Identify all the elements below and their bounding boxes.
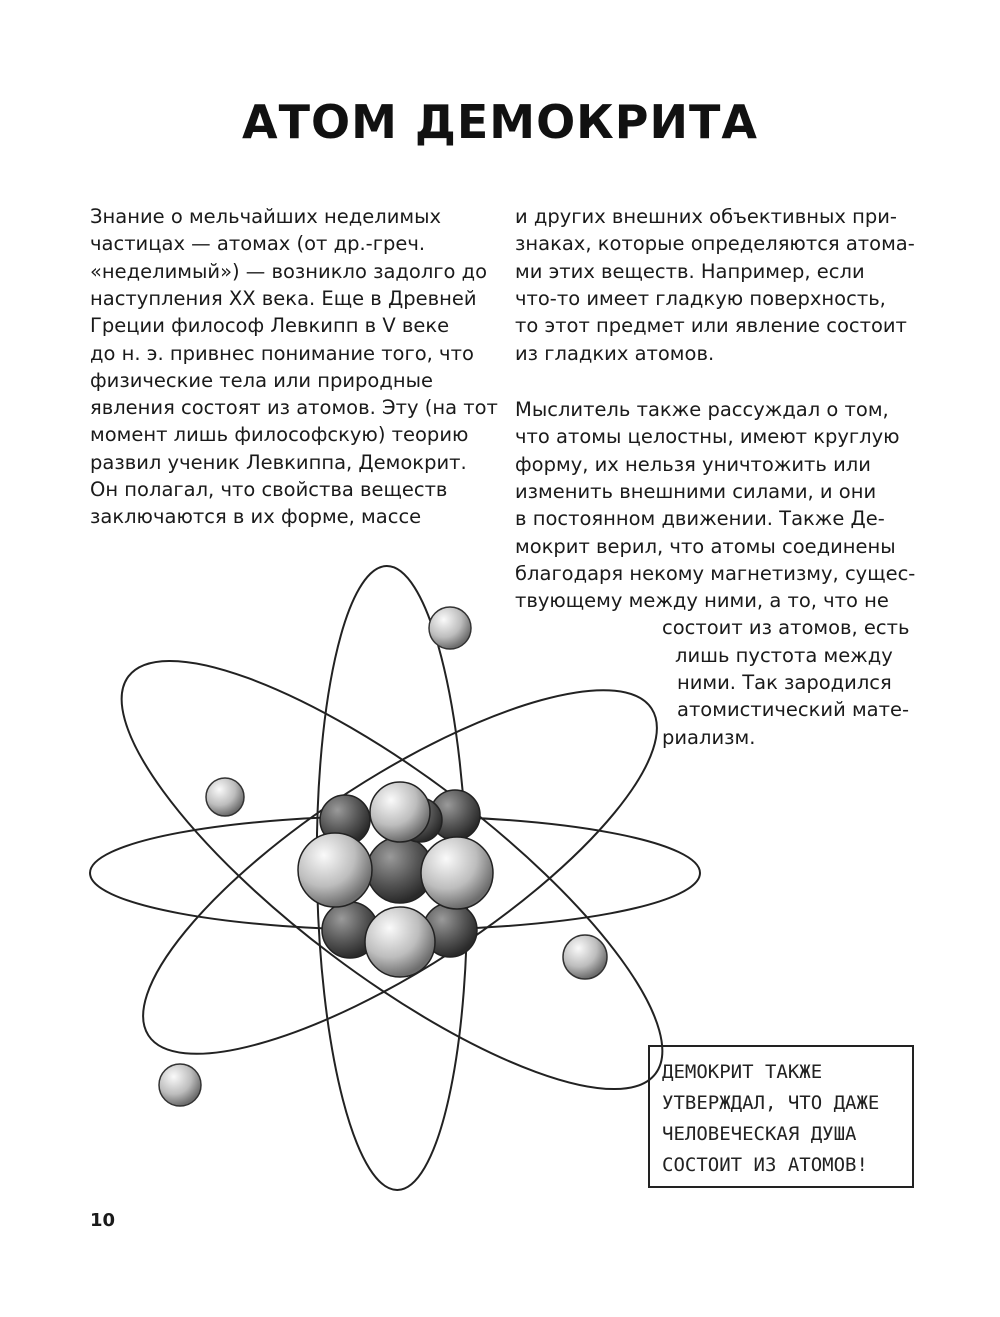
page-number: 10	[90, 1210, 116, 1231]
text-line: твующему между ними, а то, что не	[515, 589, 889, 613]
text-line: благодаря некому магнетизму, сущес-	[515, 561, 916, 585]
text-line: риализм.	[662, 725, 756, 749]
text-line: знаках, которые определяются атома-	[515, 232, 915, 256]
text-line: Мыслитель также рассуждал о том,	[515, 398, 889, 421]
text-line: что-то имеет гладкую поверхность,	[515, 286, 886, 310]
text-line: заключаются в их форме, массе	[90, 505, 422, 529]
callout-line: УТВЕРЖДАЛ, ЧТО ДАЖЕ	[662, 1092, 880, 1114]
text-line: Он полагал, что свойства веществ	[90, 478, 448, 501]
text-line: ними. Так зародился	[677, 671, 892, 694]
text-line: развил ученик Левкиппа, Демокрит.	[90, 450, 467, 474]
text-line: физические тела или природные	[90, 368, 433, 392]
text-line: состоит из атомов, есть	[662, 616, 910, 640]
text-line: ми этих веществ. Например, если	[515, 259, 865, 283]
callout-line: СОСТОИТ ИЗ АТОМОВ!	[662, 1154, 868, 1176]
text-line: явления состоят из атомов. Эту (на тот	[90, 396, 498, 420]
nucleus	[298, 782, 493, 977]
callout-line: ЧЕЛОВЕЧЕСКАЯ ДУША	[662, 1123, 857, 1145]
text-line: Греции философ Левкипп в V веке	[90, 314, 450, 338]
text-line: Знание о мельчайших неделимых	[90, 205, 442, 228]
text-line: мокрит верил, что атомы соединены	[515, 534, 896, 558]
text-line: изменить внешними силами, и они	[515, 479, 877, 503]
text-line: наступления XX века. Еще в Древней	[90, 286, 477, 310]
text-line: и других внешних объективных при-	[515, 205, 897, 228]
text-line: момент лишь философскую) теорию	[90, 423, 469, 447]
text-line: форму, их нельзя уничтожить или	[515, 452, 871, 476]
text-line: в постоянном движении. Также Де-	[515, 507, 885, 531]
text-line: из гладких атомов.	[515, 341, 715, 365]
text-line: то этот предмет или явление состоит	[515, 314, 907, 338]
callout-box	[648, 1045, 914, 1188]
callout-line: ДЕМОКРИТ ТАКЖЕ	[662, 1061, 823, 1083]
text-line: что атомы целостны, имеют круглую	[515, 425, 900, 449]
text-line: частицах — атомах (от др.-греч.	[90, 232, 426, 256]
text-line: «неделимый») — возникло задолго до	[90, 259, 488, 283]
text-line: атомистический мате-	[677, 698, 909, 722]
text-line: лишь пустота между	[675, 643, 893, 667]
page-title: АТОМ ДЕМОКРИТА	[242, 95, 758, 149]
text-line: до н. э. привнес понимание того, что	[90, 341, 474, 365]
